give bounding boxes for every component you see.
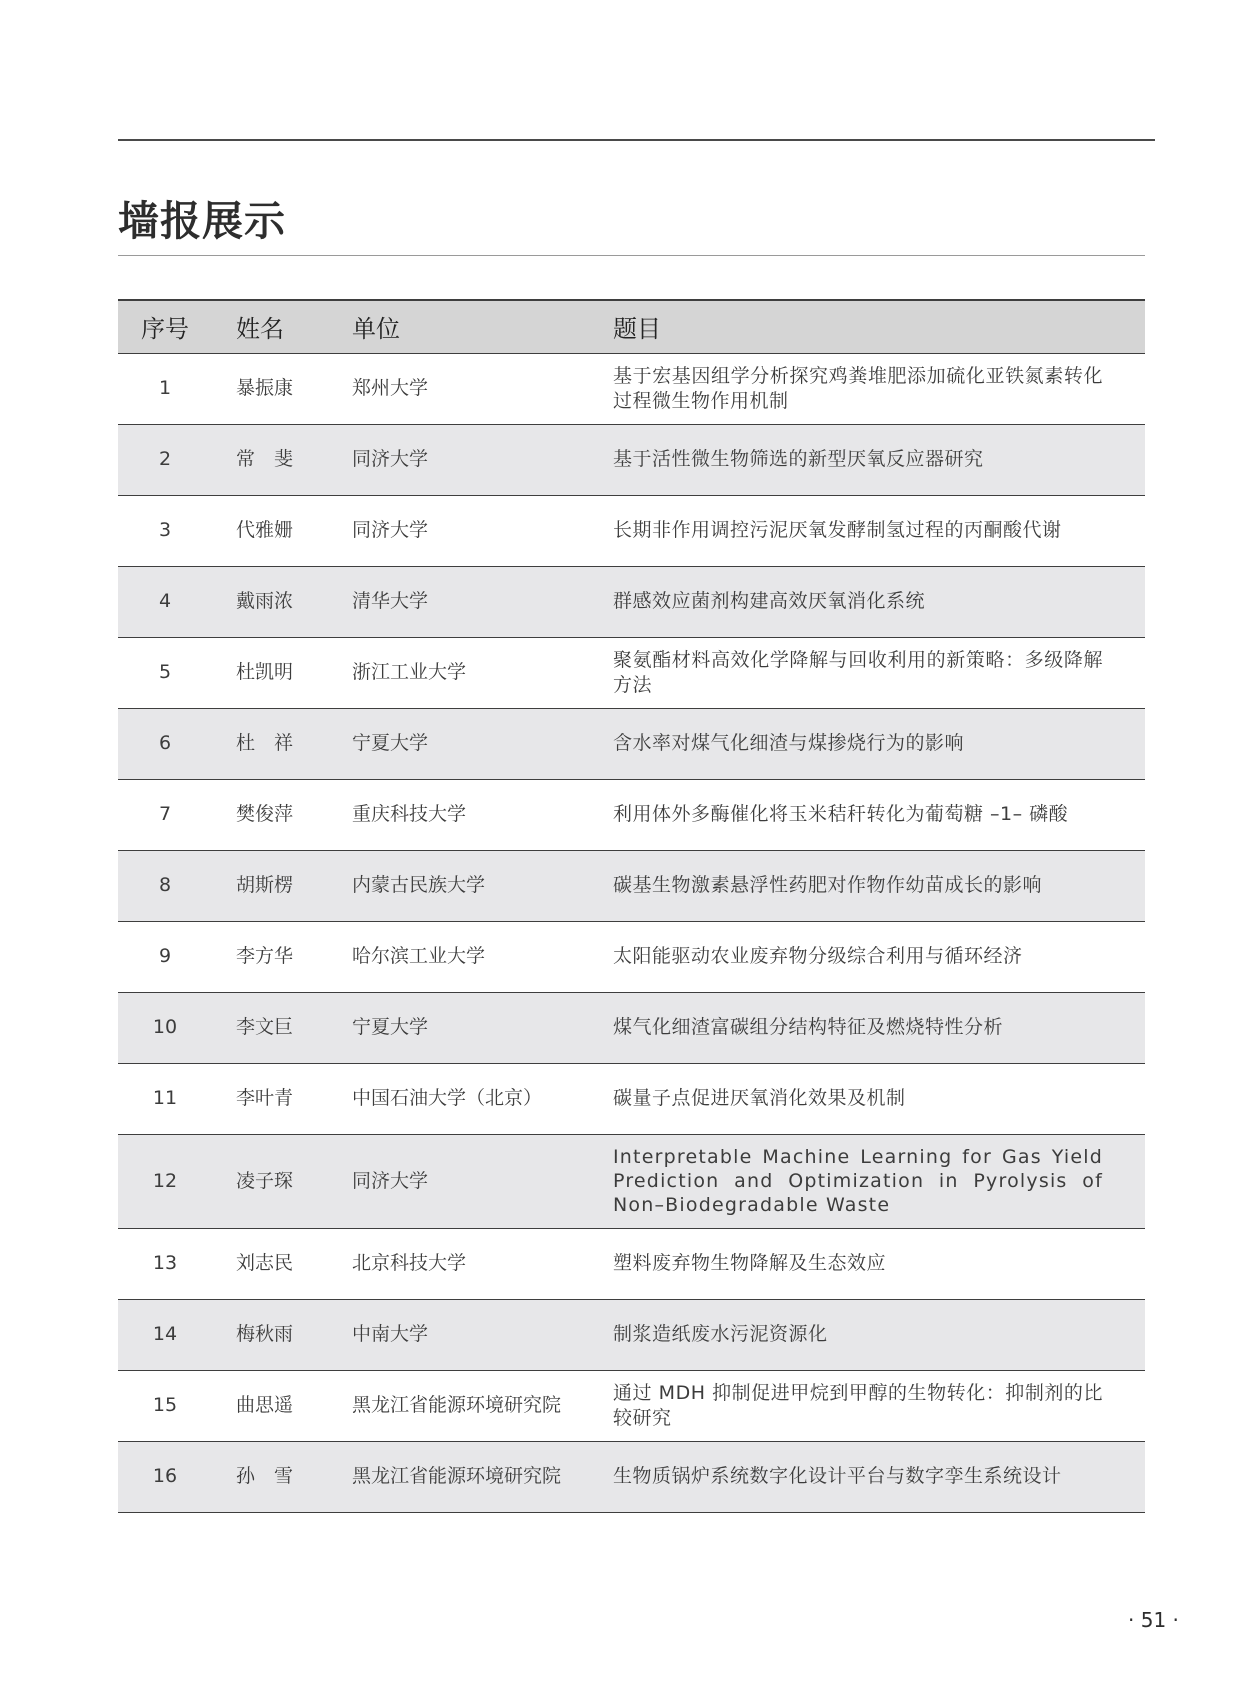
- row-num: 16: [152, 1465, 178, 1487]
- table-row: [118, 1299, 1145, 1370]
- table-header-row: [118, 300, 1145, 353]
- table-row: [118, 779, 1145, 850]
- table-row: [118, 850, 1145, 921]
- table-row: [118, 495, 1145, 566]
- row-num: 12: [152, 1169, 178, 1192]
- row-unit: 中南大学: [352, 1323, 429, 1345]
- row-unit: 宁夏大学: [352, 1016, 429, 1038]
- table-row: [118, 1063, 1145, 1134]
- row-name: 戴雨浓: [236, 590, 294, 612]
- row-unit: 郑州大学: [352, 377, 429, 399]
- row-name: 梅秋雨: [236, 1323, 294, 1345]
- row-num: 10: [152, 1016, 178, 1038]
- row-name: 胡斯楞: [236, 874, 294, 896]
- table-row: [118, 1441, 1145, 1512]
- row-name: 凌子琛: [236, 1169, 294, 1192]
- header-num: 序号: [141, 315, 189, 344]
- row-title: 煤气化细渣富碳组分结构特征及燃烧特性分析: [613, 1016, 1004, 1038]
- row-title: 基于宏基因组学分析探究鸡粪堆肥添加硫化亚铁氮素转化过程微生物作用机制: [613, 364, 1103, 412]
- header-unit: 单位: [352, 315, 400, 344]
- row-unit: 中国石油大学（北京）: [352, 1087, 543, 1109]
- table-row: [118, 1228, 1145, 1299]
- row-title: Interpretable Machine Learning for Gas Yield Prediction and Optimization in Pyrolysis of Non–Biodegradable Waste: [613, 1146, 1103, 1216]
- table-row: [118, 992, 1145, 1063]
- table-row: [118, 1370, 1145, 1441]
- table-row: [118, 566, 1145, 637]
- row-name: 暴振康: [236, 377, 294, 399]
- row-unit: 黑龙江省能源环境研究院: [352, 1394, 562, 1416]
- row-title: 制浆造纸废水污泥资源化: [613, 1323, 828, 1345]
- row-name: 代雅姗: [236, 519, 294, 541]
- row-name: 杜凯明: [236, 661, 294, 683]
- row-num: 15: [152, 1394, 178, 1416]
- poster-table: [118, 299, 1145, 1513]
- row-num: 8: [158, 874, 172, 896]
- row-unit: 重庆科技大学: [352, 803, 467, 825]
- row-unit: 浙江工业大学: [352, 661, 467, 683]
- row-name: 李文巨: [236, 1016, 294, 1038]
- row-name: 刘志民: [236, 1252, 294, 1274]
- page-number: · 51 ·: [1128, 1608, 1179, 1632]
- table-row: [118, 708, 1145, 779]
- table-row: [118, 637, 1145, 708]
- row-unit: 宁夏大学: [352, 732, 429, 754]
- row-name: 樊俊萍: [236, 803, 294, 825]
- row-num: 5: [158, 661, 172, 683]
- row-num: 7: [158, 803, 172, 825]
- row-name: 李叶青: [236, 1087, 294, 1109]
- table-row: [118, 353, 1145, 424]
- row-unit: 同济大学: [352, 1169, 429, 1192]
- title-rule: [118, 255, 1145, 256]
- row-unit: 同济大学: [352, 448, 429, 470]
- row-num: 14: [152, 1323, 178, 1345]
- row-unit: 内蒙古民族大学: [352, 874, 486, 896]
- row-num: 13: [152, 1252, 178, 1274]
- row-title: 含水率对煤气化细渣与煤掺烧行为的影响: [613, 732, 965, 754]
- row-name: 曲思遥: [236, 1394, 294, 1416]
- row-unit: 黑龙江省能源环境研究院: [352, 1465, 562, 1487]
- row-title: 聚氨酯材料高效化学降解与回收利用的新策略：多级降解方法: [613, 648, 1103, 696]
- row-num: 11: [152, 1087, 178, 1109]
- row-title: 碳量子点促进厌氧消化效果及机制: [613, 1087, 906, 1109]
- row-title: 利用体外多酶催化将玉米秸秆转化为葡萄糖 –1– 磷酸: [613, 803, 1069, 825]
- row-unit: 清华大学: [352, 590, 429, 612]
- row-title: 碳基生物激素悬浮性药肥对作物作幼苗成长的影响: [613, 874, 1043, 896]
- section-title: 墙报展示: [118, 197, 286, 245]
- row-name: 常 斐: [236, 448, 294, 470]
- table-row: [118, 921, 1145, 992]
- table-row: [118, 1134, 1145, 1228]
- row-num: 4: [158, 590, 172, 612]
- header-name: 姓名: [236, 315, 284, 344]
- row-num: 2: [158, 448, 172, 470]
- row-num: 6: [158, 732, 172, 754]
- table-row: [118, 424, 1145, 495]
- top-rule: [118, 139, 1155, 141]
- row-unit: 北京科技大学: [352, 1252, 467, 1274]
- row-name: 李方华: [236, 945, 294, 967]
- row-unit: 哈尔滨工业大学: [352, 945, 486, 967]
- row-title: 基于活性微生物筛选的新型厌氧反应器研究: [613, 448, 984, 470]
- row-title: 通过 MDH 抑制促进甲烷到甲醇的生物转化：抑制剂的比较研究: [613, 1381, 1103, 1429]
- row-title: 生物质锅炉系统数字化设计平台与数字孪生系统设计: [613, 1465, 1062, 1487]
- row-name: 杜 祥: [236, 732, 294, 754]
- row-title: 群感效应菌剂构建高效厌氧消化系统: [613, 590, 926, 612]
- row-num: 3: [158, 519, 172, 541]
- row-title: 塑料废弃物生物降解及生态效应: [613, 1252, 887, 1274]
- header-title: 题目: [613, 315, 661, 344]
- row-unit: 同济大学: [352, 519, 429, 541]
- row-title: 长期非作用调控污泥厌氧发酵制氢过程的丙酮酸代谢: [613, 519, 1062, 541]
- row-title: 太阳能驱动农业废弃物分级综合利用与循环经济: [613, 945, 1023, 967]
- row-num: 1: [158, 377, 172, 399]
- row-name: 孙 雪: [236, 1465, 294, 1487]
- row-num: 9: [158, 945, 172, 967]
